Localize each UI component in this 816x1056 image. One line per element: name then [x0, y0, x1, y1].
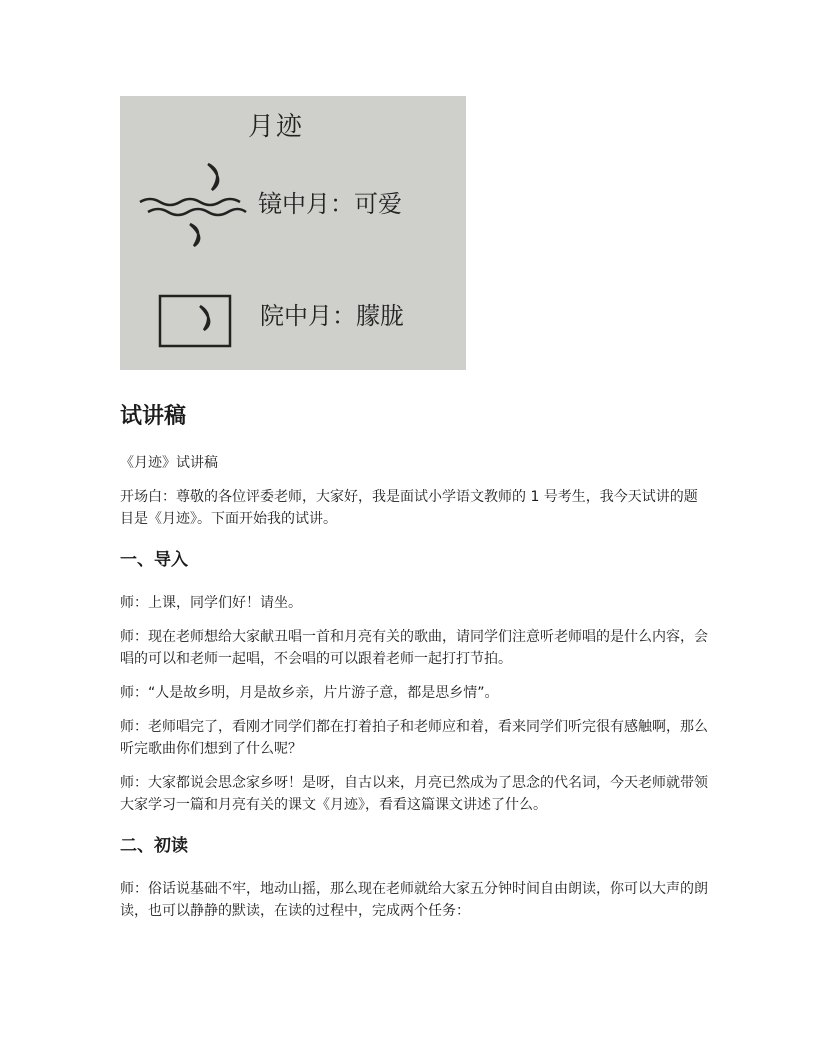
document-subtitle: 《月迹》试讲稿: [120, 455, 218, 471]
opening-paragraph: 开场白：尊敬的各位评委老师，大家好，我是面试小学语文教师的 1 号考生，我今天试讲的题目是《月迹》。下面开始我的试讲。: [120, 489, 698, 527]
document-title: 试讲稿: [120, 404, 187, 429]
paragraph: 师：大家都说会思念家乡呀！是呀，自古以来，月亮已然成为了思念的代名词，今天老师就带领大家学习一篇和月亮有关的课文《月迹》，看看这篇课文讲述了什么。: [120, 775, 708, 813]
paragraph: 师：上课，同学们好！请坐。: [120, 595, 302, 611]
water-wave-icon: [148, 209, 246, 215]
section-heading-first-reading: 二、初读: [120, 836, 188, 856]
photo-title: 月迹: [248, 112, 305, 142]
section-heading-intro: 一、导入: [120, 550, 188, 570]
courtyard-frame-icon: [160, 296, 230, 346]
photo-yard-label: 院中月：朦胧: [260, 302, 404, 330]
crescent-moon-icon: [208, 164, 218, 190]
photo-mirror-label: 镜中月：可爱: [258, 190, 402, 218]
reflected-moon-icon: [190, 224, 199, 246]
paragraph: 师：老师唱完了，看刚才同学们都在打着拍子和老师应和着，看来同学们听完很有感触啊，那么听完歌曲你们想到了什么呢？: [120, 719, 708, 757]
water-wave-icon: [140, 199, 240, 205]
paragraph: 师：现在老师想给大家献丑唱一首和月亮有关的歌曲，请同学们注意听老师唱的是什么内容，会唱的可以和老师一起唱，不会唱的可以跟着老师一起打打节拍。: [120, 629, 708, 667]
handwritten-note-photo: [120, 96, 466, 370]
courtyard-moon-icon: [200, 306, 209, 330]
document-page: [120, 96, 710, 922]
paragraph: 师：“人是故乡明，月是故乡亲，片片游子意，都是思乡情”。: [120, 685, 499, 701]
paragraph: 师：俗话说基础不牢，地动山摇，那么现在老师就给大家五分钟时间自由朗读，你可以大声的朗读，也可以静静的默读，在读的过程中，完成两个任务：: [120, 881, 708, 919]
